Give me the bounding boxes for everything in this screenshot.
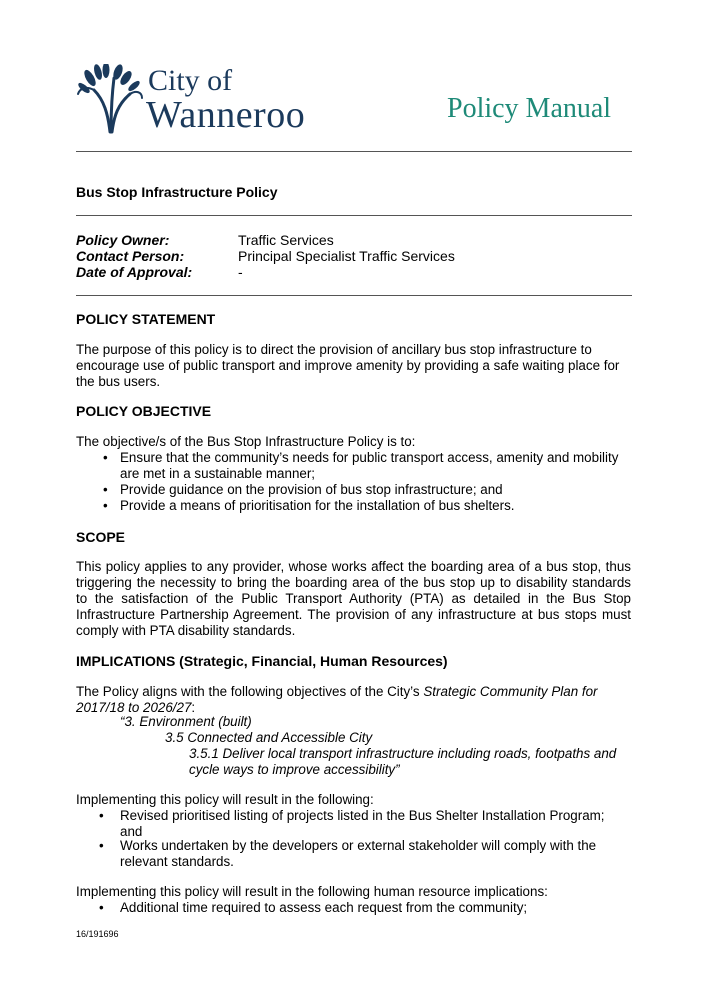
banksia-flower-icon bbox=[76, 64, 144, 134]
bullet-marker: • bbox=[103, 498, 108, 513]
plan-title-italic: Strategic Community Plan for bbox=[423, 684, 598, 699]
section-heading: SCOPE bbox=[76, 529, 126, 545]
list-item bbox=[120, 838, 596, 870]
quote-line: cycle ways to improve accessibility” bbox=[189, 762, 400, 777]
section-paragraph bbox=[76, 342, 619, 390]
list-item bbox=[120, 808, 605, 840]
paragraph-line: the bus users. bbox=[76, 374, 161, 389]
logo-text-city-of: City of bbox=[148, 64, 233, 97]
quote-line: “3. Environment (built) bbox=[120, 714, 252, 729]
paragraph-line: triggering the necessity to bring the boarding area of the bus stop up to disability standards bbox=[76, 575, 631, 590]
paragraph-text: The Policy aligns with the following objectives of the City’s bbox=[76, 684, 424, 699]
paragraph-line: encourage use of public transport and improve amenity by providing a safe waiting place for bbox=[76, 358, 620, 373]
paragraph-line: The purpose of this policy is to direct the provision of ancillary bus stop infrastructure to bbox=[76, 342, 592, 357]
meta-label: Contact Person: bbox=[76, 248, 185, 264]
section-heading: POLICY OBJECTIVE bbox=[76, 403, 212, 419]
section-paragraph bbox=[76, 559, 631, 639]
bullet-marker: • bbox=[99, 900, 104, 915]
logo-text-wanneroo: Wanneroo bbox=[146, 94, 306, 136]
paragraph-line: Infrastructure Partnership Agreement. The provision of any infrastructure at bus stops must bbox=[76, 607, 631, 622]
quote-line: 3.5 Connected and Accessible City bbox=[165, 730, 373, 745]
document-reference: 16/191696 bbox=[76, 929, 119, 939]
paragraph-line: Implementing this policy will result in the following human resource implications: bbox=[76, 884, 548, 899]
section-heading: IMPLICATIONS (Strategic, Financial, Human Resources) bbox=[76, 653, 448, 669]
meta-value: Principal Specialist Traffic Services bbox=[238, 248, 455, 264]
bullet-marker: • bbox=[99, 808, 104, 823]
meta-divider bbox=[76, 295, 632, 296]
city-logo bbox=[76, 64, 326, 136]
alignment-paragraph bbox=[76, 684, 598, 716]
list-item-line: Ensure that the community’s needs for public transport access, amenity and mobility bbox=[120, 450, 619, 465]
list-item-line: Works undertaken by the developers or external stakeholder will comply with the bbox=[120, 838, 597, 853]
paragraph-line: Implementing this policy will result in the following: bbox=[76, 792, 374, 807]
header-title: Policy Manual bbox=[447, 93, 612, 124]
list-item: Provide guidance on the provision of bus stop infrastructure; and bbox=[120, 482, 503, 497]
list-item-line: and bbox=[120, 824, 143, 839]
meta-value: - bbox=[238, 264, 243, 280]
meta-label: Date of Approval: bbox=[76, 264, 193, 280]
bullet-marker: • bbox=[103, 482, 108, 497]
list-item bbox=[120, 450, 618, 482]
list-item-line: relevant standards. bbox=[120, 854, 234, 869]
list-item-line: are met in a sustainable manner; bbox=[120, 466, 316, 481]
title-divider bbox=[76, 215, 632, 216]
quote-line: 3.5.1 Deliver local transport infrastructure including roads, footpaths and bbox=[189, 746, 617, 761]
document-title: Bus Stop Infrastructure Policy bbox=[76, 184, 278, 200]
section-heading: POLICY STATEMENT bbox=[76, 311, 216, 327]
paragraph-line: comply with PTA disability standards. bbox=[76, 623, 296, 638]
paragraph-line: to the satisfaction of the Public Transport Authority (PTA) as detailed in the Bus Stop bbox=[76, 591, 631, 606]
meta-label: Policy Owner: bbox=[76, 232, 170, 248]
list-item: Additional time required to assess each request from the community; bbox=[120, 900, 528, 915]
bullet-marker: • bbox=[103, 450, 108, 465]
plan-years-italic: 2017/18 to 2026/27 bbox=[76, 700, 192, 715]
header-divider bbox=[76, 151, 632, 152]
paragraph-line: The objective/s of the Bus Stop Infrastructure Policy is to: bbox=[76, 434, 416, 449]
bullet-marker: • bbox=[99, 838, 104, 853]
list-item: Provide a means of prioritisation for the installation of bus shelters. bbox=[120, 498, 515, 513]
paragraph-line: This policy applies to any provider, whose works affect the boarding area of a bus stop, thus bbox=[76, 559, 631, 574]
list-item-line: Revised prioritised listing of projects listed in the Bus Shelter Installation Program; bbox=[120, 808, 605, 823]
meta-value: Traffic Services bbox=[238, 232, 334, 248]
paragraph-text: : bbox=[191, 700, 196, 715]
